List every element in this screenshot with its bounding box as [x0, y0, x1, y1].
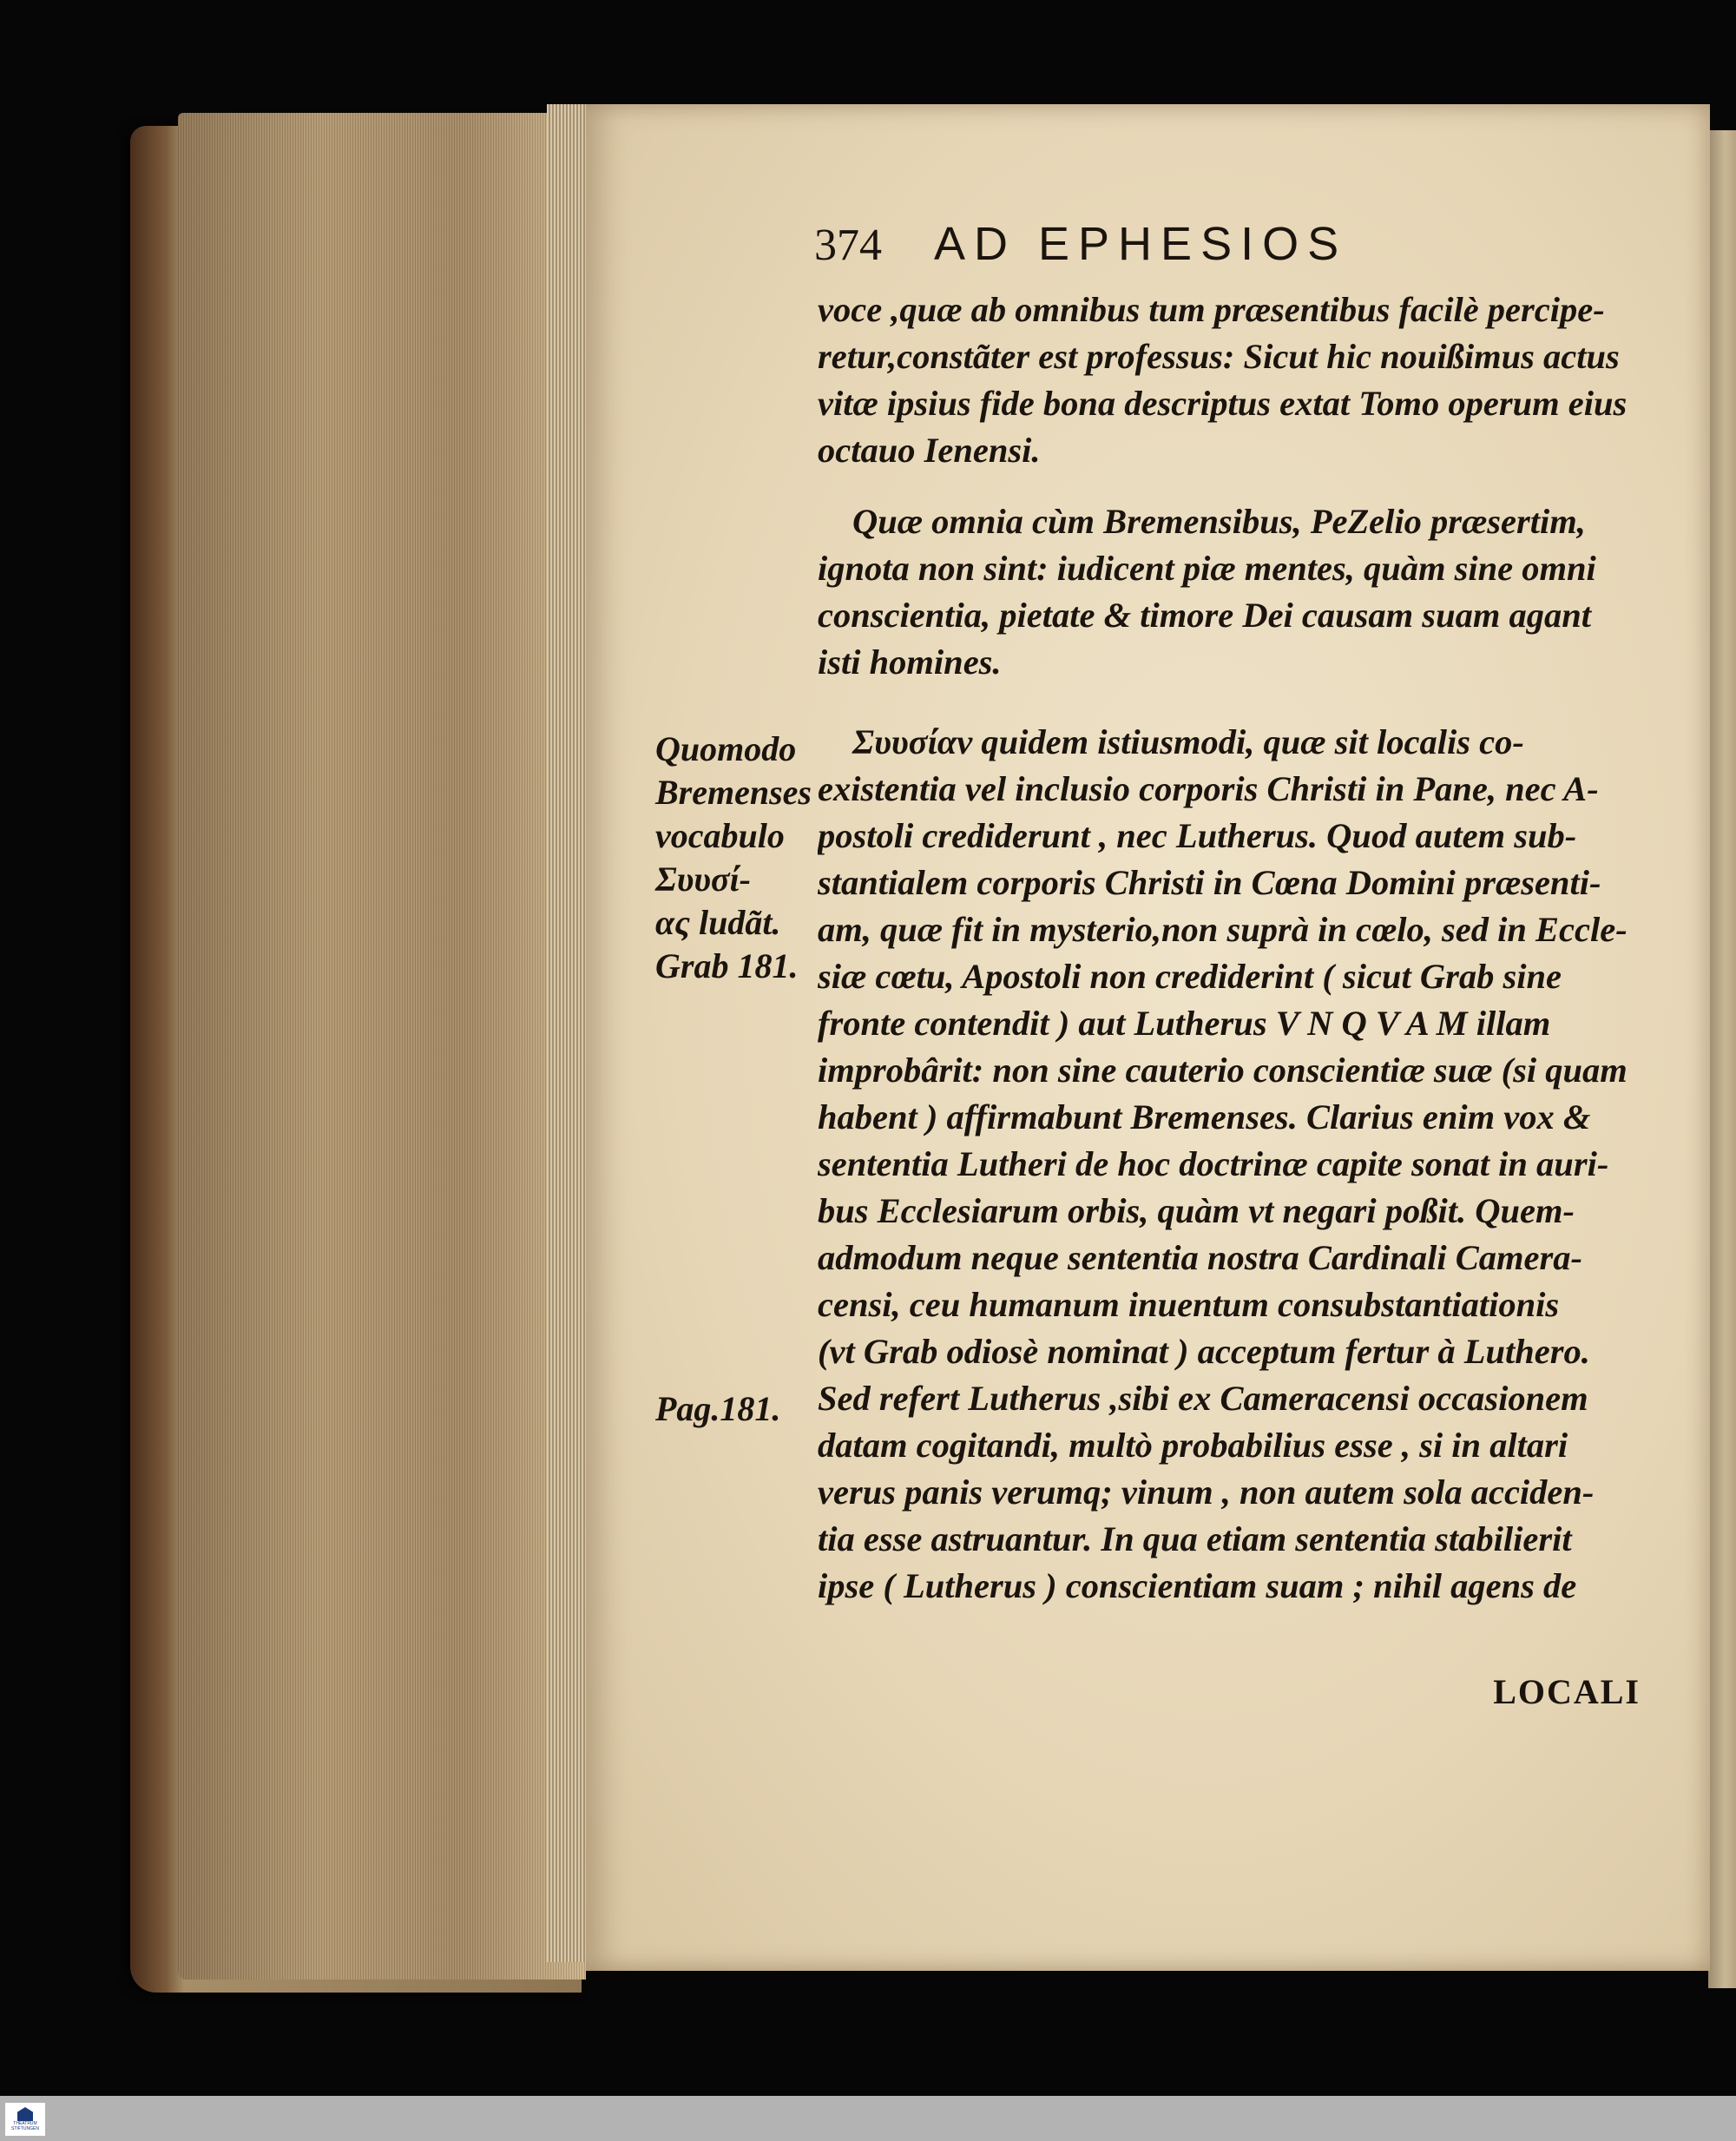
- text-line: retur,constãter est professus: Sicut hic nouißimus actus: [818, 337, 1620, 376]
- margin-note-line: Συυσί-: [655, 860, 751, 899]
- text-line: existentia vel inclusio corporis Christi in Pane, nec A-: [818, 769, 1599, 808]
- text-line: siæ cœtu, Apostoli non crediderint ( sicut Grab sine: [818, 957, 1562, 996]
- text-line: improbârit: non sine cauterio conscientiæ suæ (si quam: [818, 1051, 1628, 1090]
- text-line: admodum neque sententia nostra Cardinali Camera-: [818, 1238, 1583, 1277]
- margin-note-line: Pag.181.: [655, 1389, 781, 1428]
- margin-note: [655, 728, 829, 988]
- catchword: LOCALI: [1493, 1672, 1641, 1711]
- text-line: verus panis verumq; vinum , non autem sola acciden-: [818, 1472, 1595, 1512]
- text-line: stantialem corporis Christi in Cœna Domini præsenti-: [818, 863, 1601, 902]
- margin-note-line: vocabulo: [655, 816, 785, 855]
- margin-note-line: Grab 181.: [655, 946, 799, 985]
- logo-text: THEATRUM STIFTUNGEN: [11, 2121, 39, 2131]
- text-line: am, quæ fit in mysterio,non suprà in cœlo, sed in Eccle-: [818, 910, 1628, 949]
- text-line: Συυσίαν quidem istiusmodi, quæ sit localis co-: [852, 722, 1524, 761]
- margin-note-line: Quomodo: [655, 729, 797, 768]
- text-line: censi, ceu humanum inuentum consubstantiationis: [818, 1285, 1560, 1324]
- page-header: [814, 217, 1474, 278]
- margin-note-line: ας ludãt.: [655, 903, 781, 942]
- running-head: AD EPHESIOS: [934, 218, 1348, 270]
- text-line: bus Ecclesiarum orbis, quàm vt negari poßit. Quem-: [818, 1191, 1575, 1230]
- viewer-footer-bar: [0, 2096, 1736, 2141]
- text-line: (vt Grab odiosè nominat ) acceptum fertur à Luthero.: [818, 1332, 1590, 1371]
- text-line: isti homines.: [818, 642, 1002, 682]
- text-line: sententia Lutheri de hoc doctrinæ capite sonat in auri-: [818, 1144, 1609, 1183]
- page-number: 374: [814, 221, 882, 270]
- page-stack: [547, 104, 590, 1962]
- library-logo-icon[interactable]: [5, 2103, 45, 2136]
- page-block-edges: [178, 113, 586, 1980]
- text-line: fronte contendit ) aut Lutherus V N Q V A M illam: [818, 1004, 1551, 1043]
- text-line: ipse ( Lutherus ) conscientiam suam ; nihil agens de: [818, 1566, 1577, 1605]
- logo-mark: [17, 2107, 33, 2121]
- text-line: octauo Ienensi.: [818, 431, 1041, 470]
- text-line: datam cogitandi, multò probabilius esse , si in altari: [818, 1426, 1568, 1465]
- margin-note-page-ref: [655, 1387, 829, 1431]
- margin-note-line: Bremenses: [655, 773, 812, 812]
- text-line: Sed refert Lutherus ,sibi ex Cameracensi occasionem: [818, 1379, 1588, 1418]
- text-line: ignota non sint: iudicent piæ mentes, quàm sine omni: [818, 549, 1596, 588]
- text-line: tia esse astruantur. In qua etiam sententia stabilierit: [818, 1519, 1572, 1558]
- text-line: postoli crediderunt , nec Lutherus. Quod autem sub-: [818, 816, 1577, 855]
- body-text: [818, 287, 1642, 1610]
- facing-page-edge: [1708, 130, 1736, 1988]
- text-line: conscientia, pietate & timore Dei causam suam agant: [818, 596, 1591, 635]
- text-line: Quæ omnia cùm Bremensibus, PeZelio præsertim,: [852, 502, 1586, 541]
- text-line: habent ) affirmabunt Bremenses. Clarius enim vox &: [818, 1097, 1591, 1136]
- text-line: vitæ ipsius fide bona descriptus extat Tomo operum eius: [818, 384, 1628, 423]
- text-line: voce ,quæ ab omnibus tum præsentibus facilè percipe-: [818, 290, 1605, 329]
